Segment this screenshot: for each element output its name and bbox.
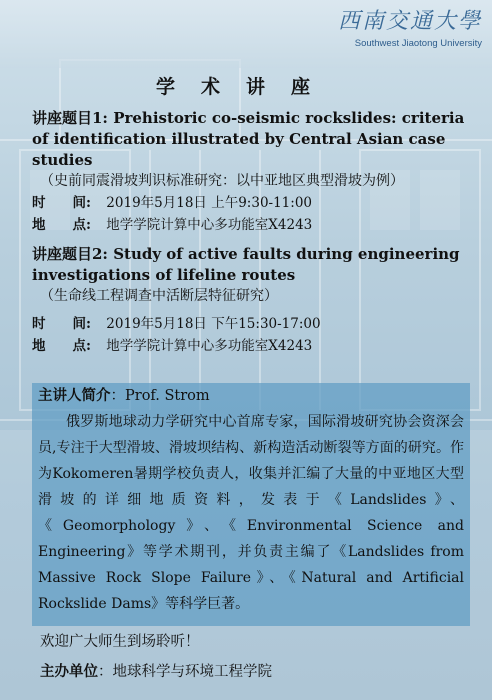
place-label: 地 点: — [32, 217, 91, 233]
speaker-heading — [38, 385, 464, 407]
host-value: ：地球科学与环境工程学院 — [98, 664, 272, 680]
lecture-2-place — [32, 335, 477, 357]
page-title: 学术讲座 — [155, 76, 336, 98]
lecture-2 — [32, 244, 477, 357]
time-value: 2019年5月18日 上午9:30-11:00 — [106, 195, 312, 211]
lecture-1-place — [32, 214, 477, 236]
lecture-1-subtitle: （史前同震滑坡判识标准研究：以中亚地区典型滑坡为例） — [40, 173, 404, 189]
speaker-name: ：Prof. Strom — [110, 388, 210, 404]
lecture-2-time — [32, 313, 477, 335]
university-logo — [322, 8, 482, 49]
speaker-intro-box — [32, 383, 470, 626]
place-value: 地学学院计算中心多功能室X4243 — [106, 338, 313, 354]
lecture-1 — [32, 108, 477, 236]
lecture-1-heading: 讲座题目1: Prehistoric co-seismic rockslides: criteria of identification illustrated by Central Asian case studies — [32, 109, 465, 169]
time-label: 时 间: — [32, 316, 91, 332]
speaker-label: 主讲人简介 — [38, 387, 111, 404]
time-value: 2019年5月18日 下午15:30-17:00 — [106, 316, 321, 332]
logo-chinese: 西南交通大學 — [337, 9, 482, 34]
logo-english: Southwest Jiaotong University — [354, 38, 482, 49]
speaker-bio: 俄罗斯地球动力学研究中心首席专家，国际滑坡研究协会资深会员,专注于大型滑坡、滑坡坝结构、新构造活动断裂等方面的研究。作为Kokomeren暑期学校负责人，收集并汇编了大量的中亚地区大型滑坡的详细地质资料，发表于《Landslides》、《Geomorphology》、《Environmental Science and Engineering》等学术期刊，并负责主编了《Landslides from Massive Rock Slope Failure》、《Natural and Artificial Rockslide Dams》等科学巨著。 — [38, 414, 464, 612]
lecture-2-subtitle: （生命线工程调查中活断层特征研究） — [40, 288, 278, 304]
host-organization — [40, 660, 272, 681]
place-label: 地 点: — [32, 338, 91, 354]
host-label: 主办单位 — [40, 663, 98, 680]
lecture-2-heading: 讲座题目2: Study of active faults during engineering investigations of lifeline routes — [32, 245, 460, 284]
welcome-text: 欢迎广大师生到场聆听！ — [40, 634, 200, 650]
lecture-1-time — [32, 192, 477, 214]
place-value: 地学学院计算中心多功能室X4243 — [106, 217, 313, 233]
time-label: 时 间: — [32, 195, 91, 211]
